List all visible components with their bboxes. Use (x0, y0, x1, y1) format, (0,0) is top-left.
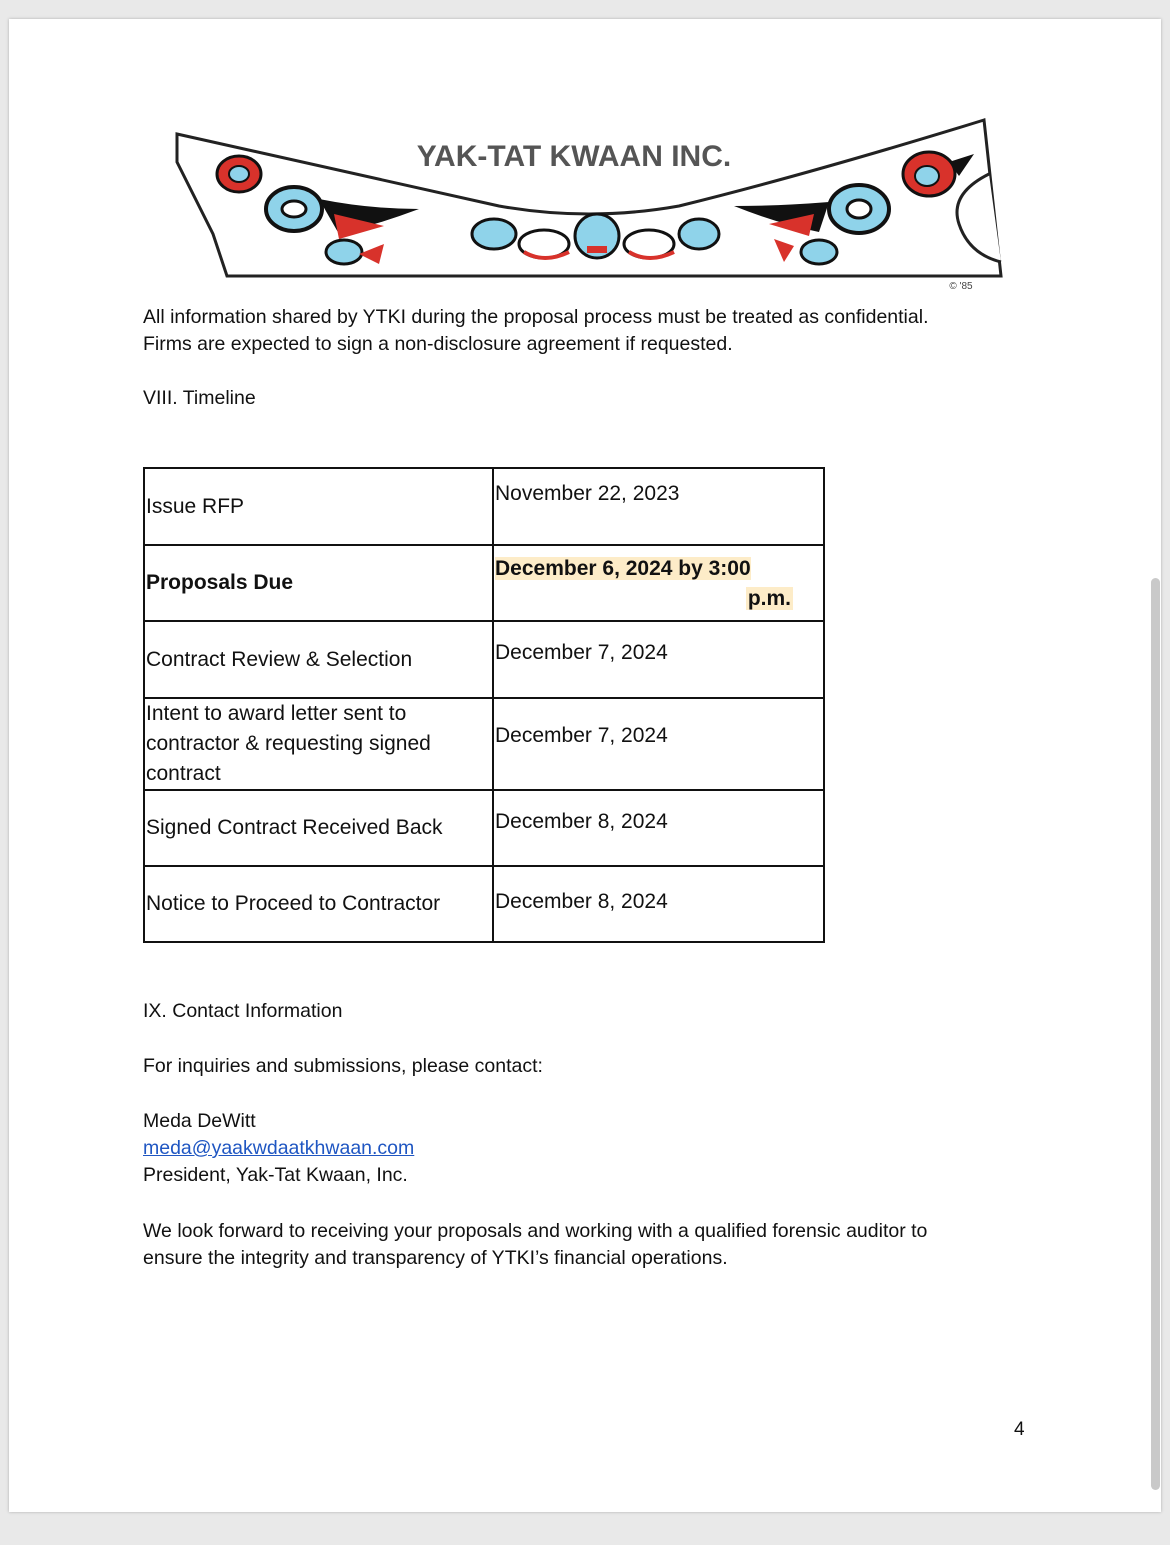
proposals-due-date-part1: December 6, 2024 by 3:00 (495, 557, 751, 580)
timeline-date-cell: November 22, 2023 (493, 468, 824, 545)
timeline-event-cell: Notice to Proceed to Contractor (144, 866, 493, 942)
closing-line-2: ensure the integrity and transparency of YTKI’s financial operations. (143, 1247, 728, 1269)
org-name-text: YAK-TAT KWAAN INC. (416, 140, 732, 173)
document-page (9, 19, 1161, 1512)
contact-block (143, 1108, 414, 1189)
page-number: 4 (1014, 1419, 1025, 1440)
closing-paragraph (143, 1218, 927, 1272)
table-row (144, 698, 824, 790)
timeline-date-cell: December 8, 2024 (493, 866, 824, 942)
timeline-date-cell: December 7, 2024 (493, 621, 824, 698)
yak-tat-kwaan-logo-banner (169, 114, 1009, 294)
table-row (144, 866, 824, 942)
timeline-event-cell: Proposals Due (144, 545, 493, 621)
table-row (144, 468, 824, 545)
confidentiality-paragraph (143, 304, 928, 358)
copyright-mark: © '85 (949, 281, 973, 292)
table-row (144, 545, 824, 621)
timeline-event-cell: Issue RFP (144, 468, 493, 545)
table-row (144, 790, 824, 866)
confidentiality-line-2: Firms are expected to sign a non-disclosure agreement if requested. (143, 333, 733, 355)
timeline-date-cell: December 7, 2024 (493, 698, 824, 790)
vertical-scrollbar[interactable] (1151, 578, 1160, 1490)
contact-title: President, Yak-Tat Kwaan, Inc. (143, 1164, 408, 1186)
inquiries-text: For inquiries and submissions, please contact: (143, 1055, 543, 1077)
confidentiality-line-1: All information shared by YTKI during the proposal process must be treated as confidential. (143, 306, 929, 328)
timeline-event-cell: Signed Contract Received Back (144, 790, 493, 866)
contact-email-link[interactable]: meda@yaakwdaatkhwaan.com (143, 1137, 415, 1159)
table-row (144, 621, 824, 698)
timeline-event-cell: Intent to award letter sent to contractor & requesting signed contract (144, 698, 493, 790)
proposals-due-date-part2: p.m. (747, 587, 791, 610)
timeline-heading: VIII. Timeline (143, 387, 256, 409)
timeline-event-cell: Contract Review & Selection (144, 621, 493, 698)
timeline-date-cell-highlighted (493, 545, 824, 621)
contact-name: Meda DeWitt (143, 1110, 256, 1132)
contact-heading: IX. Contact Information (143, 1000, 343, 1022)
closing-line-1: We look forward to receiving your proposals and working with a qualified forensic auditor to (143, 1220, 928, 1242)
timeline-table (143, 467, 825, 943)
timeline-date-cell: December 8, 2024 (493, 790, 824, 866)
